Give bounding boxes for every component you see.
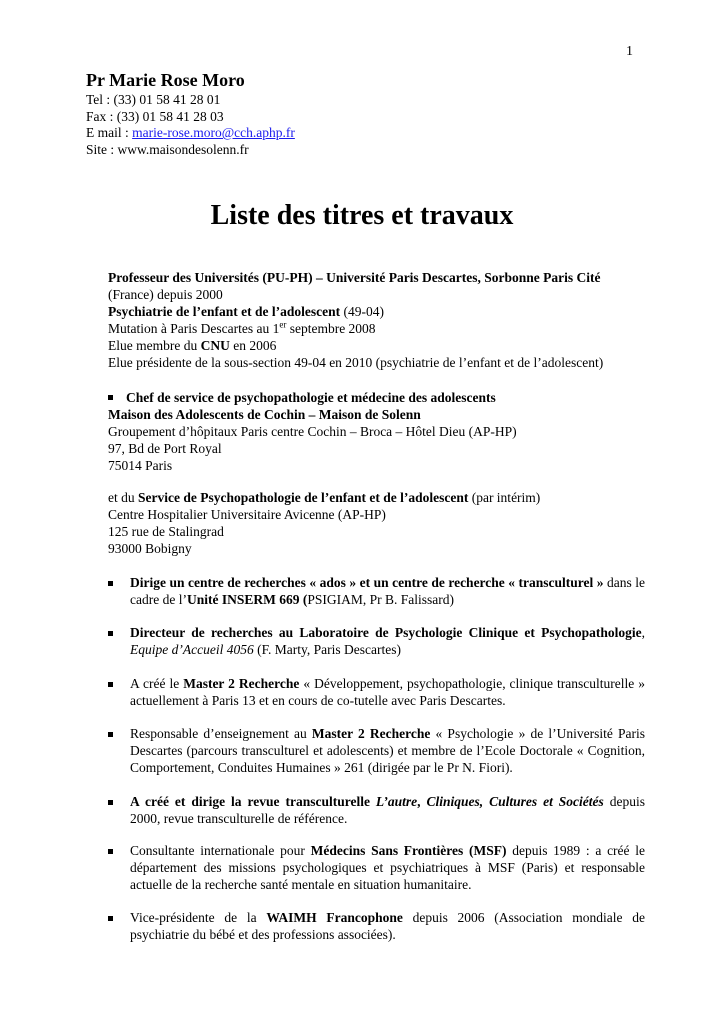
item-bold: A créé et dirige la revue transculturelle	[130, 794, 376, 809]
item-text-part: Vice-présidente de la	[130, 910, 267, 925]
list-item-waimh	[108, 910, 645, 944]
item-text-part-2: « Psychologie » de l’Université Paris Descartes (parcours transculturel et adolescents) et membre de l’Ecole Doctorale « Cognition, Comportement, Conduites Humaines » 261 (dirigée par le Pr N. Fiori).	[130, 726, 645, 775]
position-line-1: Professeur des Universités (PU-PH) – Université Paris Descartes, Sorbonne Paris Cité	[108, 270, 601, 285]
bullet-square-icon	[108, 732, 113, 737]
item-text-part: A créé le	[130, 676, 184, 691]
bullet-square-icon	[108, 849, 113, 854]
contact-block	[86, 70, 295, 158]
item-text	[130, 625, 645, 659]
item-text	[130, 676, 645, 710]
item-text-part-2: depuis 1989 : a créé le département des missions psychologiques et psychiatriques à MSF (Paris) et responsable actuelle de la recherche santé mentale en situation humanitaire.	[130, 843, 646, 892]
list-item-msf	[108, 843, 645, 894]
email-label: E mail :	[86, 125, 133, 140]
item-bold: Master 2 Recherche	[311, 726, 431, 741]
chef-line-5: 75014 Paris	[108, 457, 173, 473]
item-text	[130, 843, 645, 894]
document-title: Liste des titres et travaux	[210, 200, 514, 231]
mutation-date: septembre 2008	[286, 320, 376, 336]
fax-line: Fax : (33) 01 58 41 28 03	[86, 108, 224, 124]
position-line-5	[108, 338, 645, 355]
item-text-part: ,	[641, 625, 645, 640]
chef-line-3: Groupement d’hôpitaux Paris centre Cochin – Broca – Hôtel Dieu (AP-HP)	[108, 423, 517, 439]
item-bold-2: ,	[417, 794, 427, 809]
journal-subtitle: Cliniques, Cultures et Sociétés	[426, 794, 604, 809]
service-suffix: (par intérim)	[468, 490, 541, 505]
chef-line-1	[108, 390, 645, 407]
cnu-label: CNU	[200, 337, 230, 353]
service-line-4: 93000 Bobigny	[108, 540, 192, 556]
journal-name: L’autre	[375, 794, 418, 809]
item-text-part: Consultante internationale pour	[130, 843, 311, 858]
bullet-square-icon	[108, 581, 113, 586]
item-text-part: Responsable d’enseignement au	[130, 726, 312, 741]
position-line-4	[108, 321, 645, 338]
item-text	[130, 575, 645, 609]
site-line: Site : www.maisondesolenn.fr	[86, 141, 249, 157]
service-line-1	[108, 490, 645, 507]
item-text	[130, 726, 645, 777]
item-bold: Directeur de recherches au Laboratoire de Psychologie Clinique et Psychopathologie	[130, 625, 642, 640]
chef-block	[108, 390, 645, 475]
cnu-text: Elue membre du	[108, 337, 201, 353]
email-line	[86, 125, 295, 142]
list-item-directeur	[108, 625, 645, 659]
email-link[interactable]: marie-rose.moro@cch.aphp.fr	[132, 125, 295, 140]
item-text-part: dans le cadre de l’	[130, 575, 645, 607]
service-title: Service de Psychopathologie de l’enfant et de l’adolescent	[138, 490, 469, 505]
list-item-master	[108, 676, 645, 710]
item-bold: Dirige un centre de recherches « ados » et un centre de recherche « transculturel »	[130, 575, 604, 590]
bullet-square-icon	[108, 682, 113, 687]
item-text-part-2: (F. Marty, Paris Descartes)	[253, 641, 401, 657]
chef-title: Chef de service de psychopathologie et médecine des adolescents	[126, 390, 496, 405]
item-bold: WAIMH Francophone	[266, 910, 403, 925]
position-line-3	[108, 304, 645, 321]
item-text	[130, 794, 645, 828]
author-name: Pr Marie Rose Moro	[86, 70, 245, 90]
chef-line-4: 97, Bd de Port Royal	[108, 440, 222, 456]
item-text-part-2: « Développement, psychopathologie, clinique transculturelle » actuellement à Paris 13 et en cours de co-tutelle avec Paris Descartes.	[130, 676, 645, 708]
mutation-sup: er	[279, 319, 287, 330]
bullet-square-icon	[108, 395, 113, 400]
position-line-2: (France) depuis 2000	[108, 286, 223, 302]
item-text	[130, 910, 645, 944]
cnu-year: en 2006	[229, 337, 277, 353]
chef-line-2: Maison des Adolescents de Cochin – Maison de Solenn	[108, 406, 421, 422]
page-number: 1	[626, 44, 633, 59]
list-item-dirige	[108, 575, 645, 609]
position-line-6: Elue présidente de la sous-section 49-04 en 2010 (psychiatrie de l’enfant et de l’adolescent)	[108, 354, 604, 370]
specialty-code: (49-04)	[340, 303, 384, 319]
item-text-part-2: PSIGIAM, Pr B. Falissard)	[307, 591, 454, 607]
bullet-square-icon	[108, 800, 113, 805]
item-bold: Médecins Sans Frontières (MSF)	[310, 843, 507, 858]
item-text-part: depuis 2000, revue transculturelle de référence.	[130, 794, 646, 826]
service-line-2: Centre Hospitalier Universitaire Avicenne (AP-HP)	[108, 506, 386, 522]
list-item-responsable	[108, 726, 645, 777]
item-text-part-2: depuis 2006 (Association mondiale de psychiatrie du bébé et des professions associées).	[130, 910, 645, 942]
service-line-3: 125 rue de Stalingrad	[108, 523, 224, 539]
bullet-square-icon	[108, 916, 113, 921]
service-prefix: et du	[108, 490, 138, 505]
item-italic: Equipe d’Accueil 4056	[130, 641, 254, 657]
mutation-text: Mutation à Paris Descartes au 1	[108, 320, 280, 336]
item-bold: Master 2 Recherche	[183, 676, 300, 691]
position-block	[108, 270, 645, 371]
specialty: Psychiatrie de l’enfant et de l’adolescent	[108, 303, 341, 319]
list-item-revue	[108, 794, 645, 828]
phone-line: Tel : (33) 01 58 41 28 01	[86, 92, 221, 107]
bullet-square-icon	[108, 631, 113, 636]
item-bold-2: Unité INSERM 669 (	[186, 591, 308, 607]
service-block	[108, 490, 645, 558]
